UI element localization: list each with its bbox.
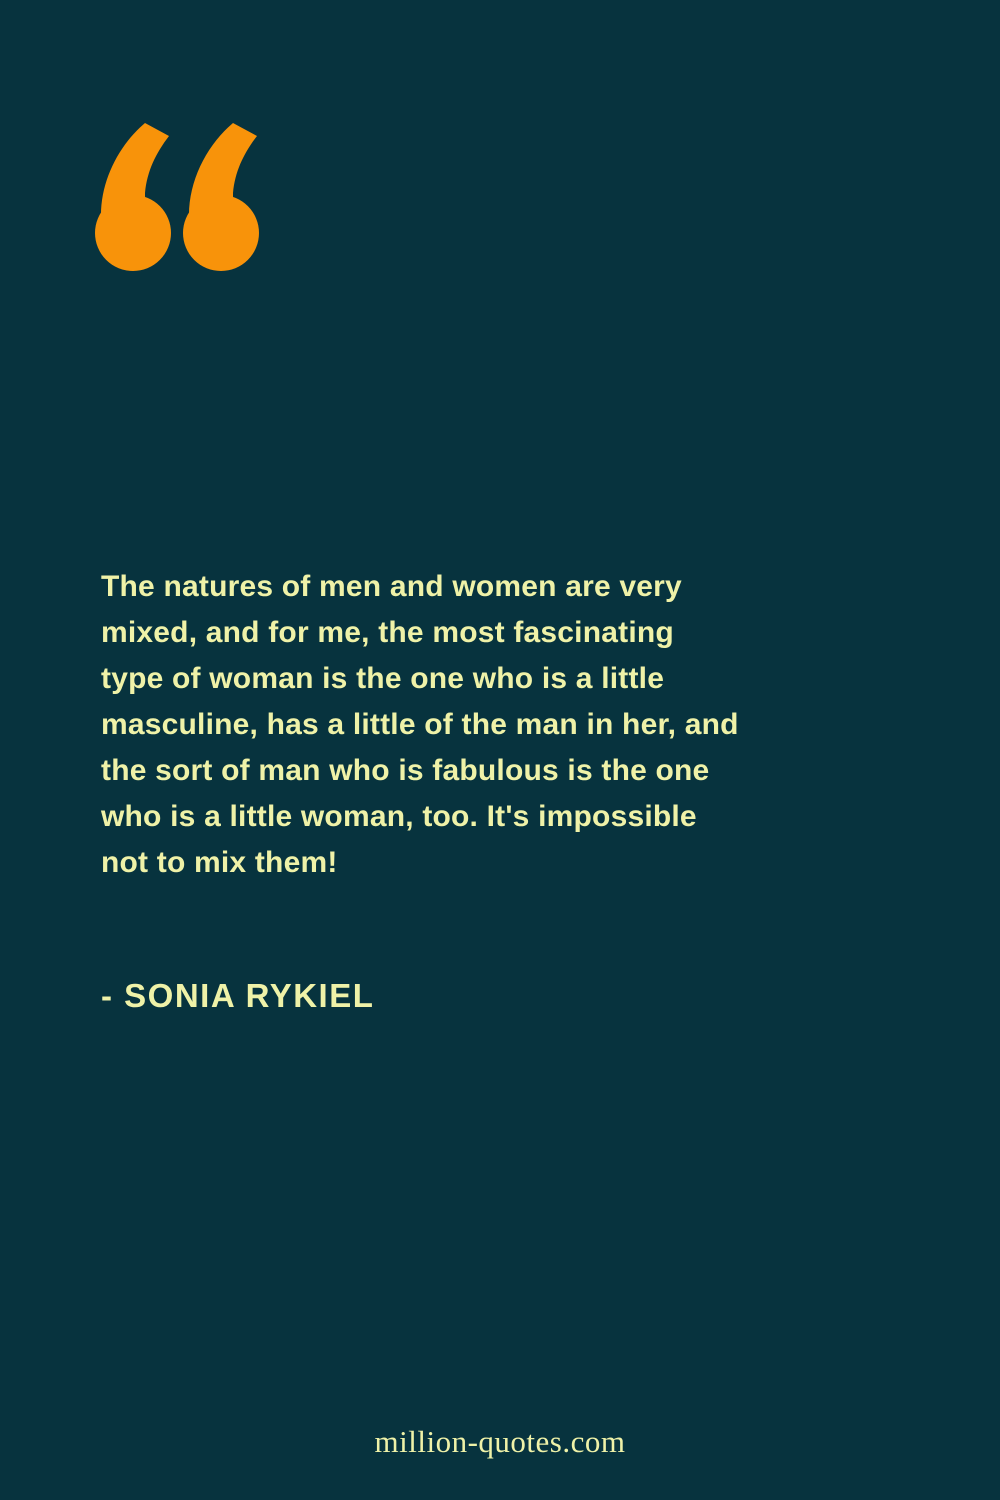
quote-line: the sort of man who is fabulous is the one — [101, 754, 710, 787]
quote-text — [101, 564, 841, 886]
quote-attribution: - SONIA RYKIEL — [101, 977, 375, 1014]
quote-line: mixed, and for me, the most fascinating — [101, 616, 674, 649]
quote-line: masculine, has a little of the man in her, and — [101, 708, 739, 741]
quote-line: The natures of men and women are very — [101, 570, 682, 603]
quote-line: who is a little woman, too. It's impossible — [101, 800, 697, 833]
opening-double-quote-icon — [93, 123, 259, 273]
quote-line: type of woman is the one who is a little — [101, 662, 665, 695]
site-name: million-quotes.com — [374, 1424, 626, 1459]
quote-line: not to mix them! — [101, 846, 338, 879]
